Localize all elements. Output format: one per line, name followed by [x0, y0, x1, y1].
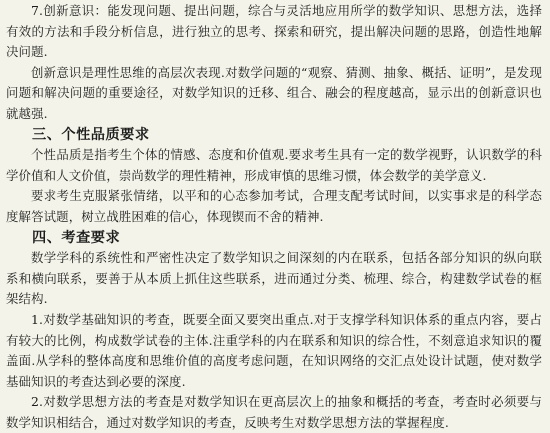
paragraph-thinking-methods: 2.对数学思想方法的考查是对数学知识在更高层次上的抽象和概括的考查，考查时必须要与数学知识相结合，通过对数学知识的考查，反映考生对数学思想方法的掌握程度.	[6, 394, 542, 430]
paragraph-innovation-awareness: 7.创新意识：能发现问题、提出问题，综合与灵活地应用所学的数学知识、思想方法，选择有效的方法和手段分析信息，进行独立的思考、探索和研究，提出解决问题的思路，创造性地解决问题.	[6, 3, 542, 60]
paragraph-personal-quality: 个性品质是指考生个体的情感、态度和价值观.要求考生具有一定的数学视野，认识数学的科学价值和人文价值，崇尚数学的理性精神，形成审慎的思维习惯，体会数学的美学意义.	[6, 147, 542, 183]
paragraph-exam-attitude: 要求考生克服紧张情绪，以平和的心态参加考试，合理支配考试时间，以实事求是的科学态度解答试题，树立战胜困难的信心，体现锲而不舍的精神.	[6, 188, 542, 224]
paragraph-knowledge-structure: 数学学科的系统性和严密性决定了数学知识之间深刻的内在联系，包括各部分知识的纵向联系和横向联系，要善于从本质上抓住这些联系，进而通过分类、梳理、综合，构建数学试卷的框架结构.	[6, 250, 542, 307]
section-heading-exam-requirements: 四、考查要求	[32, 229, 121, 246]
paragraph-basic-knowledge: 1.对数学基础知识的考查，既要全面又要突出重点.对于支撑学科知识体系的重点内容，要占有较大的比例，构成数学试卷的主体.注重学科的内在联系和知识的综合性，不刻意追求知识的覆盖面.从学科的整体高度和思维价值的高度考虑问题，在知识网络的交汇点处设计试题，使对数学基础知识的考查达到必要的深度.	[6, 311, 542, 389]
paragraph-innovation-explanation: 创新意识是理性思维的高层次表现.对数学问题的“观察、猜测、抽象、概括、证明”，是发现问题和解决问题的重要途径，对数学知识的迁移、组合、融会的程度越高，显示出的创新意识也就越强.	[6, 64, 542, 121]
section-heading-personal-quality: 三、个性品质要求	[32, 126, 150, 143]
